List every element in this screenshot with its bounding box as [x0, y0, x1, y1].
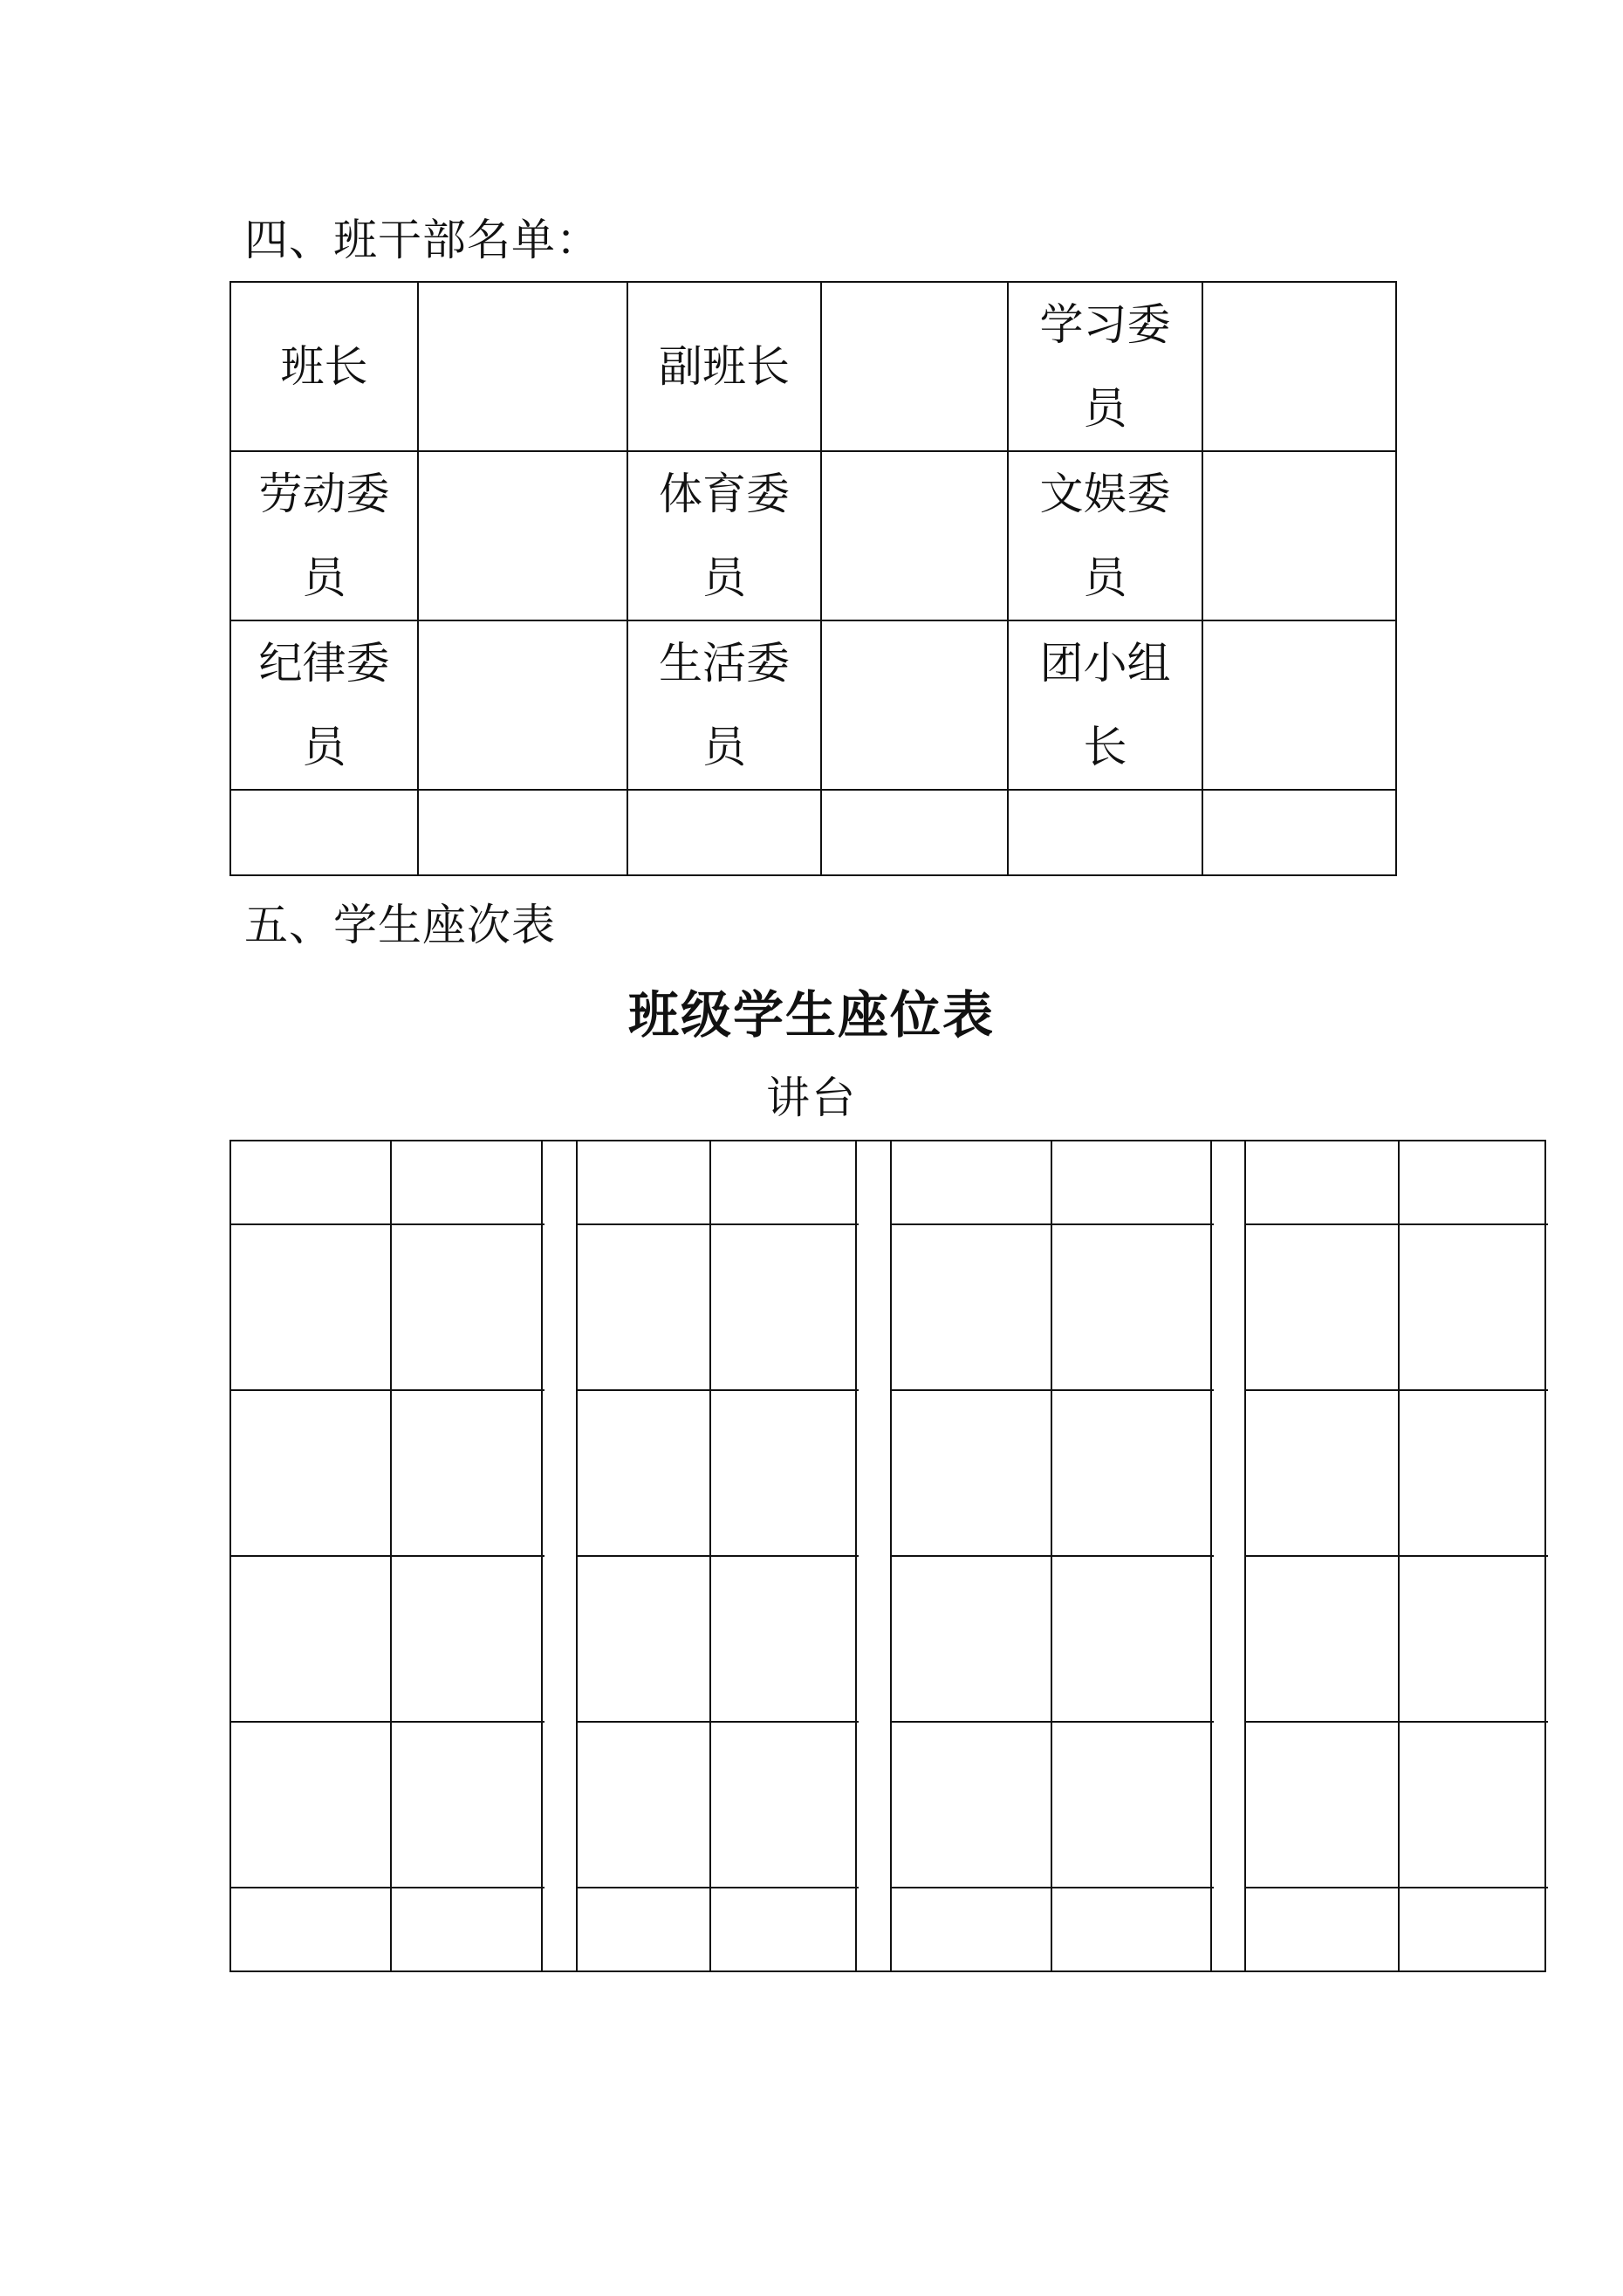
seat-row [892, 1390, 1214, 1556]
seat-cell[interactable] [1051, 1722, 1214, 1888]
seat-row [578, 1888, 859, 1970]
aisle [1210, 1140, 1246, 1972]
seat-cell[interactable] [578, 1224, 710, 1390]
cadre-name-cell[interactable] [821, 620, 1008, 790]
seating-heading: 五、学生座次表 [244, 900, 556, 950]
seat-grid [892, 1141, 1214, 1970]
seat-cell[interactable] [231, 1556, 391, 1722]
seat-cell[interactable] [710, 1390, 859, 1556]
seat-row [1246, 1888, 1548, 1970]
cadre-row [230, 282, 1396, 451]
seat-group-3 [890, 1140, 1212, 1972]
cadre-name-cell[interactable] [821, 790, 1008, 875]
cadre-name-cell[interactable] [821, 451, 1008, 620]
cadre-list-heading: 四、班干部名单： [244, 215, 600, 265]
seat-cell[interactable] [710, 1722, 859, 1888]
cadre-role-cell [1008, 282, 1202, 451]
cadre-role-cell [230, 790, 418, 875]
seat-cell[interactable] [578, 1556, 710, 1722]
seat-cell[interactable] [1399, 1390, 1548, 1556]
seat-row [892, 1888, 1214, 1970]
cadre-role-cell [230, 451, 418, 620]
seat-cell[interactable] [1399, 1722, 1548, 1888]
cadre-name-cell[interactable] [1202, 790, 1396, 875]
cadre-role-cell [627, 282, 821, 451]
cadre-row [230, 451, 1396, 620]
cadre-role-label: 班长 [280, 341, 368, 392]
seating-chart-title: 班级学生座位表 [627, 985, 995, 1045]
cadre-row [230, 620, 1396, 790]
seat-cell[interactable] [578, 1390, 710, 1556]
cadre-name-cell[interactable] [418, 790, 627, 875]
seat-row [578, 1390, 859, 1556]
seat-cell[interactable] [578, 1141, 710, 1224]
cadre-role-cell [1008, 620, 1202, 790]
seat-cell[interactable] [1399, 1556, 1548, 1722]
cadre-role-label: 劳动委员 [258, 469, 390, 603]
cadre-role-cell [1008, 790, 1202, 875]
seat-cell[interactable] [710, 1888, 859, 1970]
seat-cell[interactable] [231, 1888, 391, 1970]
cadre-role-label: 学习委员 [1039, 299, 1171, 434]
cadre-row [230, 790, 1396, 875]
seat-cell[interactable] [892, 1722, 1051, 1888]
seat-cell[interactable] [231, 1141, 391, 1224]
cadre-role-label: 文娱委员 [1039, 469, 1171, 603]
seat-cell[interactable] [892, 1888, 1051, 1970]
seat-cell[interactable] [231, 1224, 391, 1390]
seat-cell[interactable] [1051, 1556, 1214, 1722]
seat-cell[interactable] [1399, 1141, 1548, 1224]
cadre-role-cell [627, 790, 821, 875]
cadre-name-cell[interactable] [1202, 282, 1396, 451]
cadre-name-cell[interactable] [418, 451, 627, 620]
cadre-role-label: 副班长 [659, 341, 790, 392]
podium-label: 讲台 [766, 1073, 857, 1123]
seat-cell[interactable] [1399, 1224, 1548, 1390]
seat-row [231, 1722, 544, 1888]
seat-row [1246, 1722, 1548, 1888]
seat-cell[interactable] [231, 1722, 391, 1888]
seat-cell[interactable] [1051, 1888, 1214, 1970]
seat-cell[interactable] [1051, 1390, 1214, 1556]
cadre-name-cell[interactable] [1202, 620, 1396, 790]
seat-grid [1246, 1141, 1548, 1970]
seat-cell[interactable] [892, 1556, 1051, 1722]
cadre-role-cell [627, 620, 821, 790]
seat-cell[interactable] [1399, 1888, 1548, 1970]
cadre-role-label: 纪律委员 [258, 638, 390, 772]
seat-row [892, 1556, 1214, 1722]
seat-row [1246, 1141, 1548, 1224]
seat-cell[interactable] [391, 1556, 544, 1722]
seat-cell[interactable] [578, 1722, 710, 1888]
seat-cell[interactable] [1051, 1224, 1214, 1390]
seat-row [578, 1224, 859, 1390]
seat-grid [231, 1141, 544, 1970]
seat-row [1246, 1224, 1548, 1390]
seat-cell[interactable] [1246, 1390, 1399, 1556]
seat-row [231, 1888, 544, 1970]
cadre-role-cell [1008, 451, 1202, 620]
cadre-name-cell[interactable] [418, 282, 627, 451]
seat-group-4 [1244, 1140, 1546, 1972]
seat-cell[interactable] [710, 1224, 859, 1390]
seat-cell[interactable] [391, 1722, 544, 1888]
seat-group-1 [229, 1140, 543, 1972]
seat-row [578, 1722, 859, 1888]
seat-cell[interactable] [1246, 1722, 1399, 1888]
cadre-role-cell [627, 451, 821, 620]
seat-cell[interactable] [578, 1888, 710, 1970]
seat-row [892, 1224, 1214, 1390]
seat-cell[interactable] [391, 1224, 544, 1390]
aisle [541, 1140, 578, 1972]
seat-row [892, 1141, 1214, 1224]
cadre-name-cell[interactable] [1202, 451, 1396, 620]
cadre-role-cell [230, 282, 418, 451]
seat-row [578, 1556, 859, 1722]
cadre-name-cell[interactable] [418, 620, 627, 790]
seat-cell[interactable] [1246, 1556, 1399, 1722]
seat-group-2 [576, 1140, 857, 1972]
cadre-name-cell[interactable] [821, 282, 1008, 451]
seat-row [578, 1141, 859, 1224]
seat-cell[interactable] [892, 1390, 1051, 1556]
seat-cell[interactable] [231, 1390, 391, 1556]
cadre-role-cell [230, 620, 418, 790]
seat-cell[interactable] [892, 1141, 1051, 1224]
seat-row [892, 1722, 1214, 1888]
seat-row [231, 1141, 544, 1224]
seat-cell[interactable] [892, 1224, 1051, 1390]
seat-cell[interactable] [391, 1888, 544, 1970]
seat-row [231, 1556, 544, 1722]
seat-cell[interactable] [1246, 1224, 1399, 1390]
seat-cell[interactable] [1246, 1141, 1399, 1224]
seat-row [1246, 1556, 1548, 1722]
cadre-role-label: 团小组长 [1039, 638, 1171, 772]
cadre-table [229, 281, 1397, 876]
aisle [855, 1140, 892, 1972]
seat-row [231, 1390, 544, 1556]
seat-row [1246, 1390, 1548, 1556]
cadre-role-label: 生活委员 [659, 638, 790, 772]
cadre-role-label: 体育委员 [659, 469, 790, 603]
seat-cell[interactable] [1246, 1888, 1399, 1970]
seat-cell[interactable] [710, 1141, 859, 1224]
seat-cell[interactable] [391, 1141, 544, 1224]
seat-cell[interactable] [710, 1556, 859, 1722]
seat-grid [578, 1141, 859, 1970]
seat-row [231, 1224, 544, 1390]
seat-cell[interactable] [391, 1390, 544, 1556]
seat-cell[interactable] [1051, 1141, 1214, 1224]
